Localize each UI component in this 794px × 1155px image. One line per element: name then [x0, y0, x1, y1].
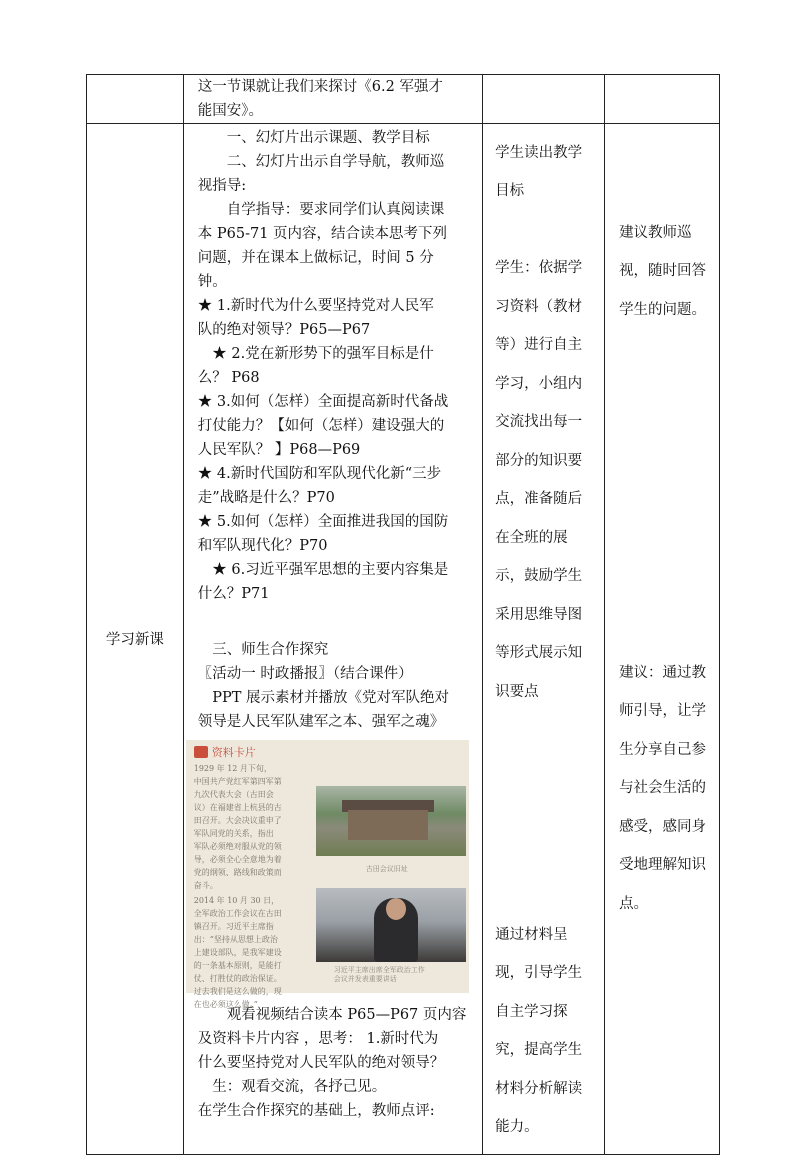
- lesson-plan-table: [86, 74, 720, 1155]
- student-text: 交流找出每一: [495, 414, 583, 430]
- question-text: 什么？P71: [197, 586, 270, 602]
- teacher-text: 感受，感同身: [619, 818, 707, 835]
- question-text: 打仗能力？【如何（怎样）建设强大的: [197, 418, 445, 434]
- student-text: 目标: [495, 183, 525, 199]
- section-label: 学习新课: [87, 124, 184, 1155]
- card-text-2: 2014 年 10 月 30 日， 全军政治工作会议在古田 镇召开。习近平主席指 出：“坚持从思想上政治 上建设部队，是我军建设 的一条基本原则，是能打 仗、打胜仗的政治保证。 过去我们是这么做的，现 在也必须这么做。”: [193, 896, 282, 1009]
- student-text: 等）进行自主: [495, 337, 583, 353]
- student-text: 在全班的展: [495, 529, 568, 546]
- step-text: 自学指导：要求同学们认真阅读课: [226, 202, 445, 218]
- photo-caption: 古田会议旧址: [365, 865, 408, 873]
- card-title: 资料卡片: [211, 746, 256, 759]
- question-text: 人民军队？ 】P68—P69: [197, 442, 361, 458]
- question-text: 么？ P68: [197, 370, 260, 386]
- student-text: 示，鼓励学生: [495, 568, 583, 584]
- row1-teacher-cell: [605, 75, 720, 124]
- student-text: 等形式展示知: [495, 645, 583, 661]
- step-text: 本 P65-71 页内容，结合读本思考下列: [197, 226, 448, 242]
- student-text: 采用思维导图: [495, 606, 583, 623]
- student-text: 究，提高学生: [495, 1042, 583, 1058]
- question-text: ★ 5.如何（怎样）全面推进我国的国防: [197, 514, 449, 530]
- gutian-site-photo: [316, 786, 466, 856]
- teacher-text: 建议：通过教: [619, 664, 707, 681]
- intro-line: 这一节课就让我们来探讨《6.2 军强才: [197, 79, 443, 95]
- question-text: ★ 2.党在新形势下的强军目标是什: [212, 346, 434, 362]
- question-text: 队的绝对领导？P65—P67: [197, 322, 371, 338]
- table-row: [87, 75, 720, 124]
- body-text: 生：观看交流，各抒己见。: [212, 1079, 387, 1095]
- student-text: 学习，小组内: [495, 375, 583, 392]
- student-text: 学生读出教学: [495, 144, 583, 161]
- body-text: 观看视频结合读本 P65—P67 页内容: [226, 1007, 467, 1023]
- section-heading: 三、师生合作探究: [212, 642, 329, 658]
- step-text: 视指导:: [197, 178, 247, 194]
- step-text: 问题，并在课本上做标记，时间 5 分: [197, 250, 434, 266]
- student-text: 材料分析解读: [495, 1080, 583, 1097]
- question-text: ★ 6.习近平强军思想的主要内容集是: [212, 562, 449, 578]
- row1-label-cell: [87, 75, 184, 124]
- teacher-text: 师引导，让学: [619, 703, 707, 719]
- teacher-text: 与社会生活的: [619, 780, 707, 796]
- teacher-text: 点。: [619, 895, 649, 912]
- row1-content-cell: [183, 75, 482, 124]
- question-text: 走”战略是什么？P70: [197, 490, 335, 506]
- body-text: 什么要坚持党对人民军队的绝对领导？: [197, 1055, 445, 1071]
- body-text: 及资料卡片内容 ，思考： 1.新时代为: [197, 1031, 439, 1047]
- teacher-text: 建议教师巡: [619, 224, 692, 241]
- student-text: 现，引导学生: [495, 965, 583, 981]
- ppt-text: 领导是人民军队建军之本、强军之魂》: [197, 714, 445, 730]
- teacher-text: 视，随时回答: [619, 263, 707, 279]
- student-text: 习资料（教材: [495, 298, 583, 315]
- step-text: 钟。: [197, 274, 227, 290]
- question-text: ★ 1.新时代为什么要坚持党对人民军: [197, 298, 434, 314]
- body-text: 在学生合作探究的基础上，教师点评:: [197, 1103, 435, 1119]
- card-text-1: 1929 年 12 月下旬， 中国共产党红军第四军第 九次代表大会（古田会 议）在福建省上杭县的古 田召开。大会决议重申了 军队同党的关系，指出 军队必须绝对服从党的领 导，必须全心全意地为着 党的纲领、路线和政策而 奋斗。: [193, 764, 282, 890]
- table-row: [87, 124, 720, 1155]
- lesson-plan-page: [86, 74, 720, 1135]
- activity-heading: 〖活动一 时政播报〗（结合课件）: [197, 666, 413, 682]
- student-text: 自主学习探: [495, 1003, 568, 1020]
- question-text: ★ 3.如何（怎样）全面提高新时代备战: [197, 394, 449, 410]
- student-text: 学生：依据学: [495, 260, 583, 276]
- student-text: 通过材料呈: [495, 926, 568, 943]
- step-text: 一、幻灯片出示课题、教学目标: [226, 130, 430, 146]
- question-text: ★ 4.新时代国防和军队现代化新“三步: [197, 466, 442, 482]
- student-activity-cell: [483, 124, 605, 1155]
- photo-caption: 习近平主席出席全军政治工作 会议并发表重要讲话: [333, 966, 425, 983]
- step-text: 二、幻灯片出示自学导航，教师巡: [226, 154, 445, 170]
- row1-student-cell: [483, 75, 605, 124]
- student-text: 识要点: [495, 683, 539, 700]
- question-text: 和军队现代化？P70: [197, 538, 328, 554]
- material-card-image: [186, 740, 469, 1009]
- card-icon: [194, 746, 208, 758]
- intro-line: 能国安》。: [197, 103, 263, 119]
- teacher-suggestion-cell: [605, 124, 720, 1155]
- teacher-text: 生分享自己参: [619, 741, 707, 758]
- card-header: [194, 744, 256, 760]
- ppt-text: PPT 展示素材并播放《党对军队绝对: [212, 690, 450, 706]
- student-text: 部分的知识要: [495, 452, 583, 469]
- student-text: 点，准备随后: [495, 491, 583, 507]
- teacher-text: 受地理解知识: [619, 857, 707, 873]
- teacher-text: 学生的问题。: [619, 301, 707, 318]
- student-text: 能力。: [495, 1119, 539, 1135]
- speech-photo: [316, 888, 466, 962]
- main-content-cell: [183, 124, 482, 1155]
